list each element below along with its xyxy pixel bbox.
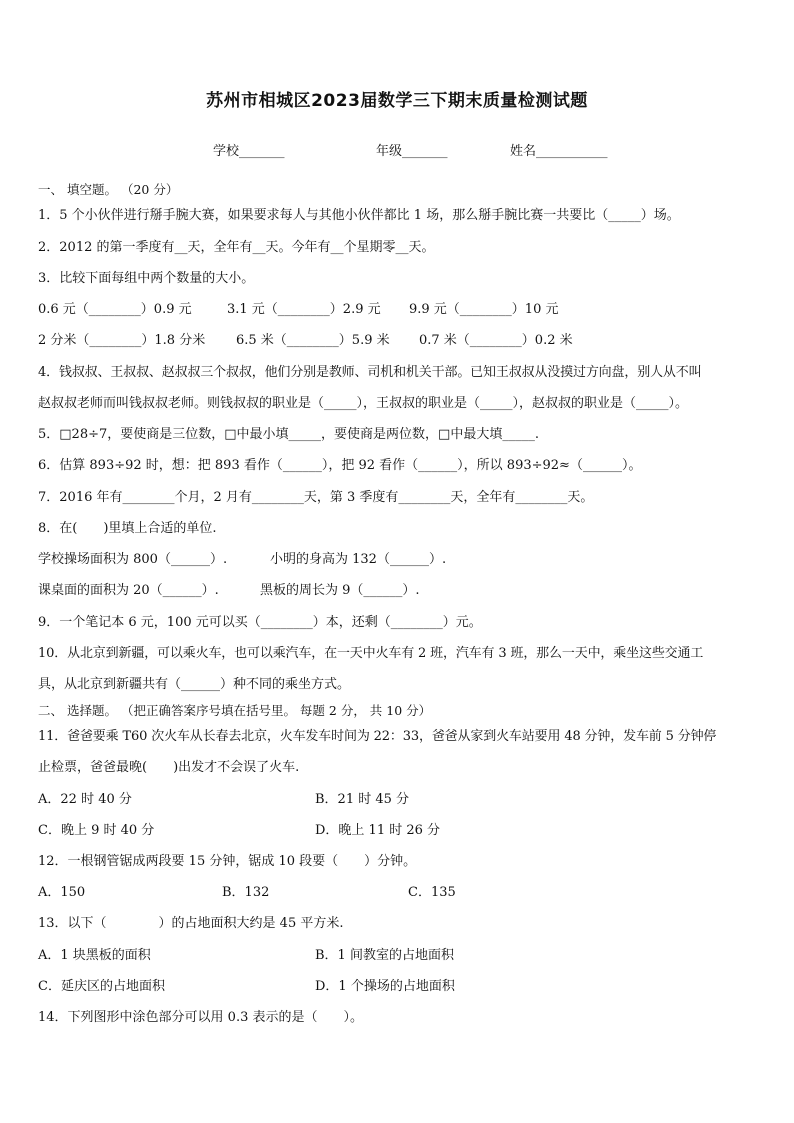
q13-option-d: D．1 个操场的占地面积	[315, 979, 455, 994]
section-2-heading: 二、 选择题。 （把正确答案序号填在括号里。 每题 2 分， 共 10 分）	[38, 703, 432, 718]
q12-option-c: C．135	[408, 885, 456, 900]
q3-compare-4: 2 分米（________）1.8 分米	[38, 333, 206, 348]
q11-option-a: A．22 时 40 分	[38, 792, 132, 807]
question-12: 12．一根钢管锯成两段要 15 分钟，锯成 10 段要（ ）分钟。	[38, 854, 417, 869]
question-10-line-2: 具，从北京到新疆共有（______）种不同的乘坐方式。	[38, 677, 351, 692]
q13-option-b: B．1 间教室的占地面积	[315, 948, 454, 963]
question-5: 5．□28÷7，要使商是三位数，□中最小填_____，要使商是两位数，□中最大填_____.	[38, 427, 539, 442]
grade-field: 年级_______	[376, 144, 448, 159]
section-1-heading: 一、 填空题。 （20 分）	[38, 182, 179, 197]
q3-compare-2: 3.1 元（________）2.9 元	[227, 302, 381, 317]
page-title: 苏州市相城区2023届数学三下期末质量检测试题	[206, 91, 588, 111]
q12-option-b: B．132	[222, 885, 270, 900]
question-8: 8．在( )里填上合适的单位.	[38, 521, 217, 536]
q11-option-b: B．21 时 45 分	[315, 792, 410, 807]
q3-compare-5: 6.5 米（________）5.9 米	[236, 333, 390, 348]
question-14: 14．下列图形中涂色部分可以用 0.3 表示的是（ ）。	[38, 1010, 363, 1025]
question-9: 9．一个笔记本 6 元，100 元可以买（________）本，还剩（________）元。	[38, 615, 482, 630]
q11-option-d: D．晚上 11 时 26 分	[315, 823, 441, 838]
school-field: 学校_______	[213, 144, 285, 159]
q13-option-c: C．延庆区的占地面积	[38, 979, 165, 994]
question-4-line-1: 4．钱叔叔、王叔叔、赵叔叔三个叔叔，他们分别是教师、司机和机关干部。已知王叔叔从没摸过方向盘，别人从不叫	[38, 365, 702, 380]
q8-item-3: 课桌面的面积为 20（______）.	[38, 583, 219, 598]
q11-option-c: C．晚上 9 时 40 分	[38, 823, 155, 838]
question-11-line-1: 11．爸爸要乘 T60 次火车从长春去北京，火车发车时间为 22：33，爸爸从家到火车站要用 48 分钟，发车前 5 分钟停	[38, 729, 717, 744]
question-6: 6．估算 893÷92 时，想：把 893 看作（______），把 92 看作（______），所以 893÷92≈（______）。	[38, 458, 642, 473]
name-field: 姓名___________	[510, 144, 608, 159]
question-10-line-1: 10．从北京到新疆，可以乘火车，也可以乘汽车，在一天中火车有 2 班，汽车有 3 班，那么一天中，乘坐这些交通工	[38, 646, 704, 661]
q3-compare-1: 0.6 元（________）0.9 元	[38, 302, 192, 317]
q13-option-a: A．1 块黑板的面积	[38, 948, 151, 963]
q8-item-4: 黑板的周长为 9（______）.	[260, 583, 420, 598]
q8-item-1: 学校操场面积为 800（______）.	[38, 552, 228, 567]
q3-compare-6: 0.7 米（________）0.2 米	[419, 333, 573, 348]
q3-compare-3: 9.9 元（________）10 元	[409, 302, 559, 317]
question-3: 3．比较下面每组中两个数量的大小。	[38, 271, 255, 286]
question-13: 13．以下（ ）的占地面积大约是 45 平方米.	[38, 916, 344, 931]
question-2: 2．2012 的第一季度有__天，全年有__天。今年有__个星期零__天。	[38, 240, 435, 255]
question-4-line-2: 赵叔叔老师而叫钱叔叔老师。则钱叔叔的职业是（_____），王叔叔的职业是（_____），赵叔叔的职业是（_____）。	[38, 396, 689, 411]
question-7: 7．2016 年有________个月，2 月有________天，第 3 季度有________天，全年有________天。	[38, 490, 594, 505]
question-1: 1．5 个小伙伴进行掰手腕大赛，如果要求每人与其他小伙伴都比 1 场，那么掰手腕比赛一共要比（_____）场。	[38, 208, 680, 223]
q8-item-2: 小明的身高为 132（______）.	[270, 552, 447, 567]
question-11-line-2: 止检票，爸爸最晚( )出发才不会误了火车.	[38, 760, 300, 775]
q12-option-a: A．150	[38, 885, 86, 900]
